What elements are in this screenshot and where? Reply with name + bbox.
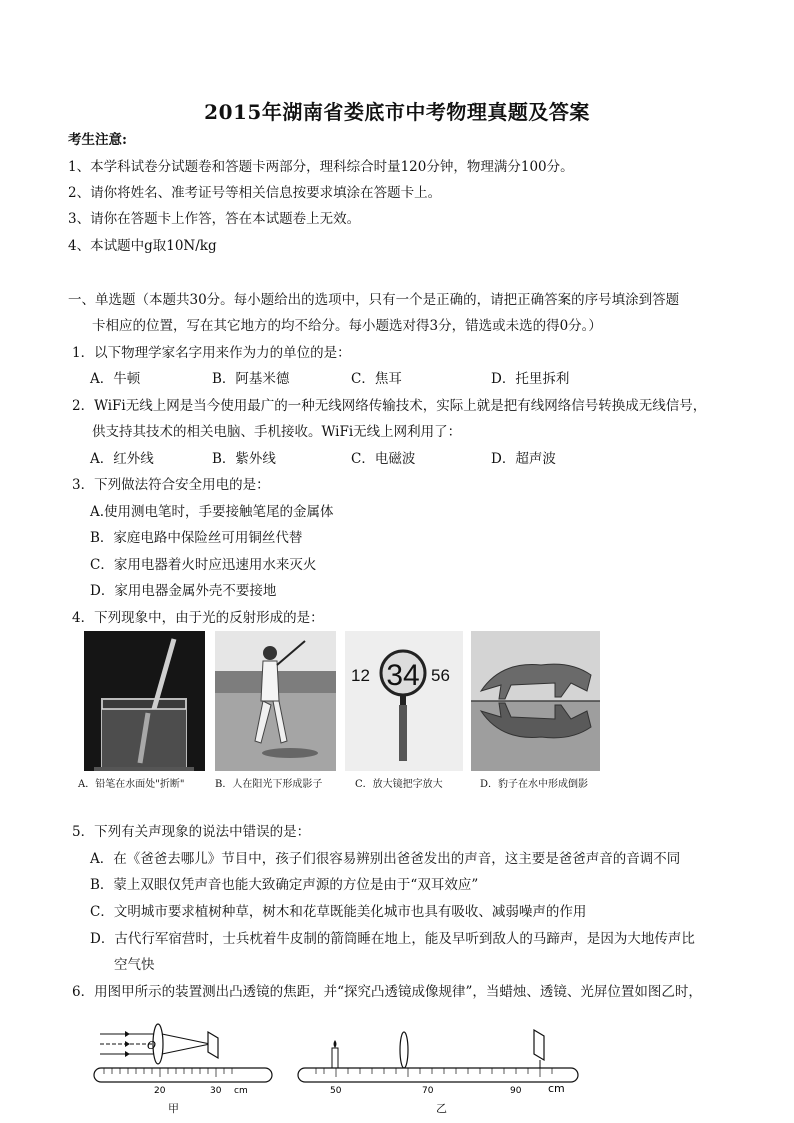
ruler-tick-label: 30 <box>210 1086 222 1096</box>
question-4-stem: 4．下列现象中，由于光的反射形成的是： <box>72 610 324 626</box>
q5-option-b: B．蒙上双眼仅凭声音也能大致确定声源的方位是由于“双耳效应” <box>90 877 479 893</box>
golfer-shadow-image <box>215 631 336 771</box>
q3-option-c: C．家用电器着火时应迅速用水来灭火 <box>90 557 317 573</box>
ruler-tick-label: 70 <box>422 1086 434 1096</box>
page-title: 2015年湖南省娄底市中考物理真题及答案 <box>204 100 590 124</box>
q2-option-b: B．紫外线 <box>212 451 276 467</box>
notice-item: 3、请你在答题卡上作答，答在本试题卷上无效。 <box>68 211 361 227</box>
lens-center-label: O <box>147 1039 157 1052</box>
q5-option-a: A．在《爸爸去哪儿》节目中，孩子们很容易辨别出爸爸发出的声音，这主要是爸爸声音的音调不同 <box>90 851 681 867</box>
q1-option-d: D．托里拆利 <box>491 371 570 387</box>
q5-option-d: D．古代行军宿营时，士兵枕着牛皮制的箭筒睡在地上，能及早听到敌人的马蹄声，是因为大地传声比 <box>90 931 695 947</box>
question-1-stem: 1．以下物理学家名字用来作为力的单位的是： <box>72 345 351 361</box>
q1-option-b: B．阿基米德 <box>212 371 290 387</box>
q3-option-a: A.使用测电笔时，手要接触笔尾的金属体 <box>90 504 334 520</box>
q5-option-d-cont: 空气快 <box>114 957 155 973</box>
notice-item: 1、本学科试卷分试题卷和答题卡两部分，理科综合时量120分钟，物理满分100分。 <box>68 159 574 175</box>
figure-a-label: 甲 <box>168 1102 179 1115</box>
notice-item: 2、请你将姓名、准考证号等相关信息按要求填涂在答题卡上。 <box>68 185 442 201</box>
q1-option-a: A．牛顿 <box>90 371 141 387</box>
section-heading: 一、单选题（本题共30分。每小题给出的选项中，只有一个是正确的，请把正确答案的序号填涂到答题 <box>68 292 680 308</box>
question-6-stem: 6．用图甲所示的装置测出凸透镜的焦距，并“探究凸透镜成像规律”，当蜡烛、透镜、光屏位置如图乙时， <box>72 984 702 1000</box>
q2-option-a: A．红外线 <box>90 451 154 467</box>
magnifier-number: 12 <box>351 666 370 685</box>
pencil-in-water-image <box>84 631 205 771</box>
question-2-stem: 2．WiFi无线上网是当今使用最广的一种无线网络传输技术，实际上就是把有线网络信号转换成无线信号， <box>72 398 707 414</box>
ruler-tick-label: 90 <box>510 1086 522 1096</box>
figure-b-label: 乙 <box>436 1102 447 1115</box>
ruler-unit: cm <box>548 1082 565 1095</box>
q3-option-b: B．家庭电路中保险丝可用铜丝代替 <box>90 530 303 546</box>
section-heading-cont: 卡相应的位置，写在其它地方的均不给分。每小题选对得3分，错选或未选的得0分。） <box>92 318 602 334</box>
magnifier-image <box>345 631 463 771</box>
caption-c: C．放大镜把字放大 <box>355 779 443 790</box>
figure-a-lens-focal-setup <box>92 1022 282 1100</box>
caption-a: A．铅笔在水面处"折断" <box>78 779 185 790</box>
caption-d: D．豹子在水中形成倒影 <box>480 779 589 790</box>
q1-option-c: C．焦耳 <box>351 371 402 387</box>
notice-heading: 考生注意: <box>68 132 127 148</box>
ruler-tick-label: 50 <box>330 1086 342 1096</box>
figure-b-optical-bench <box>296 1022 586 1100</box>
leopard-reflection-image <box>471 631 600 771</box>
ruler-tick-label: 20 <box>154 1086 166 1096</box>
question-3-stem: 3．下列做法符合安全用电的是： <box>72 477 270 493</box>
question-5-stem: 5．下列有关声现象的说法中错误的是： <box>72 824 311 840</box>
question-2-stem-cont: 供支持其技术的相关电脑、手机接收。WiFi无线上网利用了： <box>92 424 462 440</box>
q2-option-c: C．电磁波 <box>351 451 416 467</box>
q3-option-d: D．家用电器金属外壳不要接地 <box>90 583 277 599</box>
q2-option-d: D．超声波 <box>491 451 556 467</box>
magnifier-number: 56 <box>431 666 450 685</box>
q5-option-c: C．文明城市要求植树种草，树木和花草既能美化城市也具有吸收、减弱噪声的作用 <box>90 904 587 920</box>
ruler-unit: cm <box>234 1086 248 1096</box>
notice-item: 4、本试题中g取10N/kg <box>68 238 217 254</box>
magnifier-number: 34 <box>386 659 420 692</box>
caption-b: B．人在阳光下形成影子 <box>215 779 323 790</box>
